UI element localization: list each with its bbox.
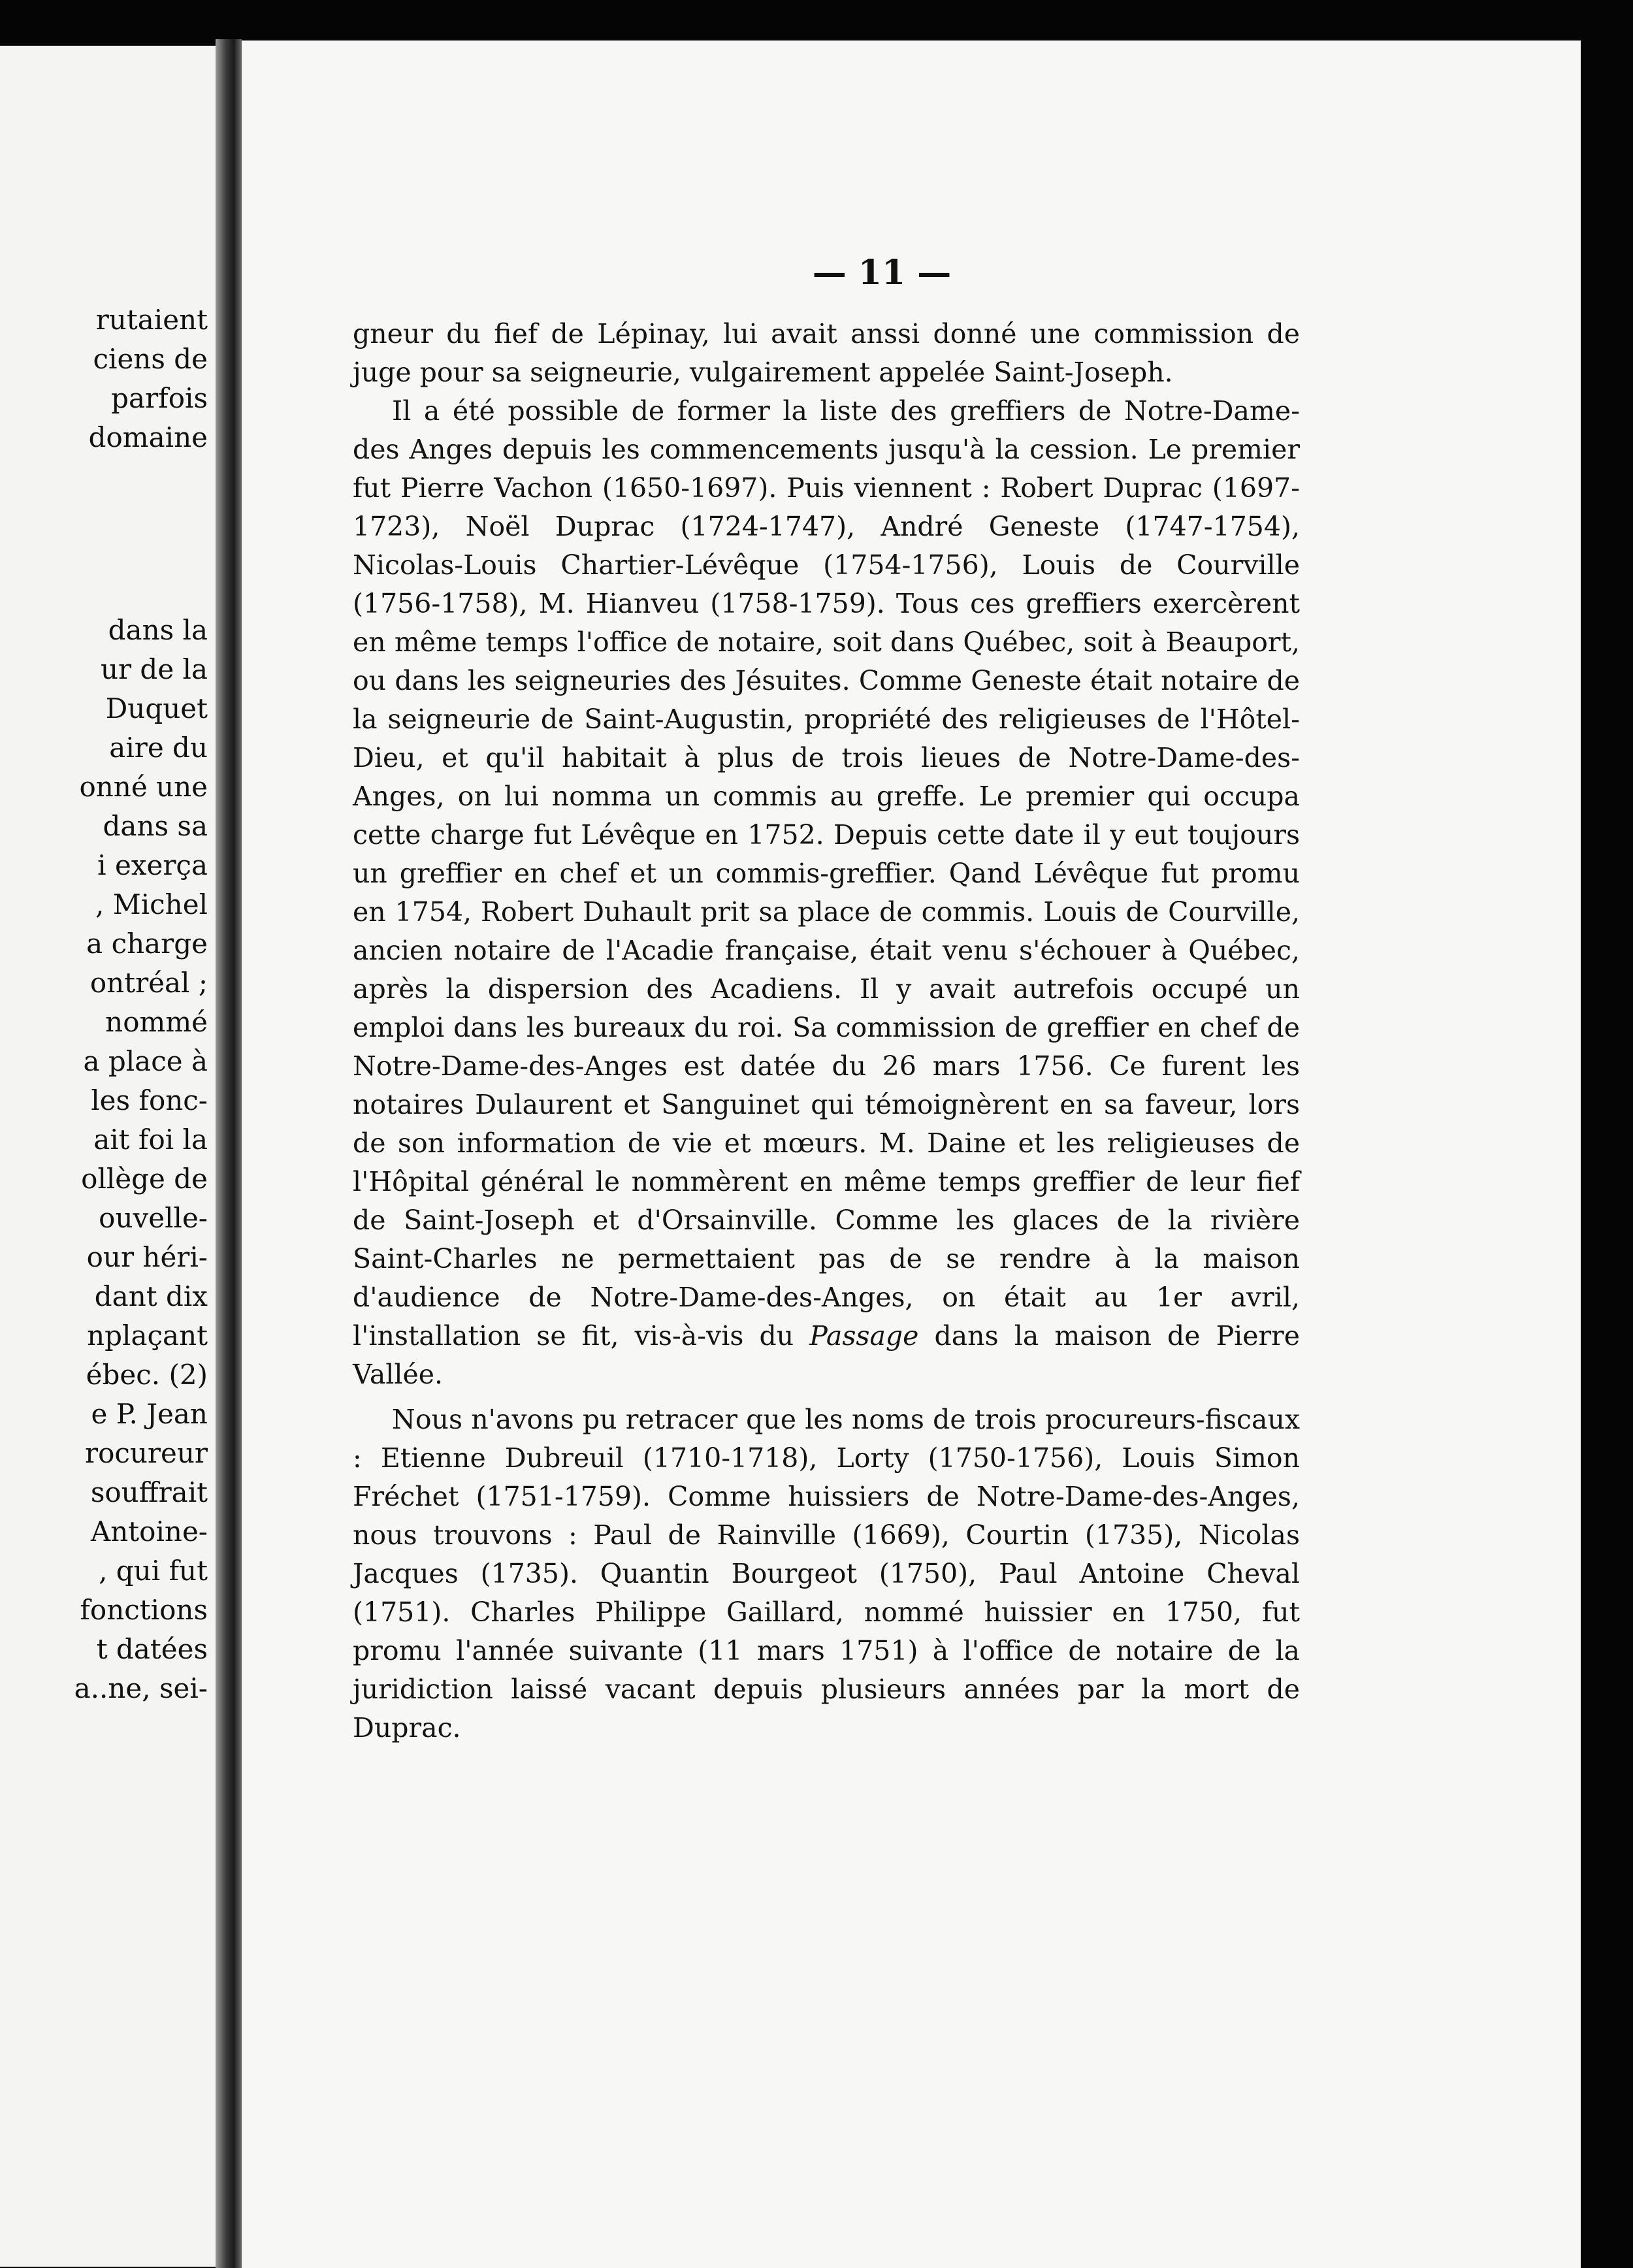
facing-page-line: parfois (111, 382, 208, 414)
facing-page-line: a..ne, sei- (74, 1672, 208, 1704)
facing-page-line: ontréal ; (89, 967, 208, 999)
facing-page-line: ait foi la (93, 1124, 208, 1156)
facing-page-line: aire du (109, 732, 208, 764)
body-text (353, 315, 1300, 1747)
facing-page-line: Antoine- (90, 1515, 208, 1547)
facing-page-line: ollège de (81, 1163, 208, 1195)
paragraph-2-after: dans la maison de Pierre Vallée. (353, 1320, 1300, 1390)
facing-page-line: les fonc- (91, 1084, 208, 1116)
facing-page-line: our héri- (86, 1241, 208, 1273)
paragraph-1 (353, 315, 1300, 392)
facing-page-line: i exerça (97, 849, 208, 881)
facing-page-line: ur de la (100, 653, 208, 685)
facing-page-line: domaine (88, 421, 208, 453)
facing-page-line: a place à (83, 1045, 208, 1077)
book-gutter (216, 39, 242, 2268)
facing-page-line: ébec. (2) (86, 1359, 208, 1391)
facing-page-line: ouvelle- (99, 1202, 208, 1234)
facing-page-line: dans sa (103, 810, 208, 842)
facing-page-line: onné une (79, 771, 208, 803)
facing-page-line: Duquet (105, 692, 208, 724)
paragraph-2-italic: Passage (809, 1320, 919, 1352)
paragraph-3-text: Nous n'avons pu retracer que les noms de trois procureurs-fiscaux : Etienne Dubreuil (1710-1718), Lorty (1750-1756), Louis Simon Fréchet (1751-1759). Comme huissiers de Notre-Dame-des-Anges, nous trouvons : Paul de Rainville (1669), Courtin (1735), Nicolas Jacques (1735). Quantin Bourgeot (1750), Paul Antoine Cheval (1751). Charles Philippe Gaillard, nommé huissier en 1750, fut promu l'année suivante (11 mars 1751) à l'office de notaire de la juridiction laissé vacant depuis plusieurs années par la mort de Duprac. (353, 1404, 1300, 1743)
facing-page-line: dans la (108, 614, 208, 646)
facing-page-line: a charge (86, 928, 208, 960)
facing-page-line: nplaçant (87, 1320, 208, 1352)
facing-page-line: e P. Jean (91, 1398, 208, 1430)
main-page (242, 40, 1581, 2268)
facing-page-line: rutaient (95, 304, 208, 336)
facing-page-line: souffrait (90, 1476, 208, 1508)
facing-page-line: ciens de (93, 343, 208, 375)
paragraph-1-text: gneur du fief de Lépinay, lui avait anssi donné une commission de juge pour sa seigneurie, vulgairement appelée Saint-Joseph. (353, 318, 1300, 388)
paragraph-2 (353, 392, 1300, 1394)
facing-page-fragment (0, 46, 216, 2267)
facing-page-line: nommé (105, 1006, 208, 1038)
paragraph-3 (353, 1401, 1300, 1747)
facing-page-line: , Michel (95, 888, 208, 920)
page-number: — 11 — (812, 253, 952, 293)
facing-page-line: t datées (96, 1633, 208, 1665)
facing-page-line: dant dix (94, 1280, 208, 1312)
facing-page-line: , qui fut (99, 1555, 208, 1587)
paragraph-2-text: Il a été possible de former la liste des greffiers de Notre-Dame-des Anges depuis les commencements jusqu'à la cession. Le premier fut Pierre Vachon (1650-1697). Puis viennent : Robert Duprac (1697-1723), Noël Duprac (1724-1747), André Geneste (1747-1754), Nicolas-Louis Chartier-Lévêque (1754-1756), Louis de Courville (1756-1758), M. Hianveu (1758-1759). Tous ces greffiers exercèrent en même temps l'office de notaire, soit dans Québec, soit à Beauport, ou dans les seigneuries des Jésuites. Comme Geneste était notaire de la seigneurie de Saint-Augustin, propriété des religieuses de l'Hôtel-Dieu, et qu'il habitait à plus de trois lieues de Notre-Dame-des-Anges, on lui nomma un commis au greffe. Le premier qui occupa cette charge fut Lévêque en 1752. Depuis cette date il y eut toujours un greffier en chef et un commis-greffier. Qand Lévêque fut promu en 1754, Robert Duhault prit sa place de commis. Louis de Courville, ancien notaire de l'Acadie française, était venu s'échouer à Québec, après la dispersion des Acadiens. Il y avait autrefois occupé un emploi dans les bureaux du roi. Sa commission de greffier en chef de Notre-Dame-des-Anges est datée du 26 mars 1756. Ce furent les notaires Dulaurent et Sanguinet qui témoignèrent en sa faveur, lors de son information de vie et mœurs. M. Daine et les religieuses de l'Hôpital général le nommèrent en même temps greffier de leur fief de Saint-Joseph et d'Orsainville. Comme les glaces de la rivière Saint-Charles ne permettaient pas de se rendre à la maison d'audience de Notre-Dame-des-Anges, on était au 1er avril, l'installation se fit, vis-à-vis du (353, 395, 1300, 1352)
facing-page-line: rocureur (85, 1437, 208, 1469)
facing-page-line: fonctions (80, 1594, 208, 1626)
